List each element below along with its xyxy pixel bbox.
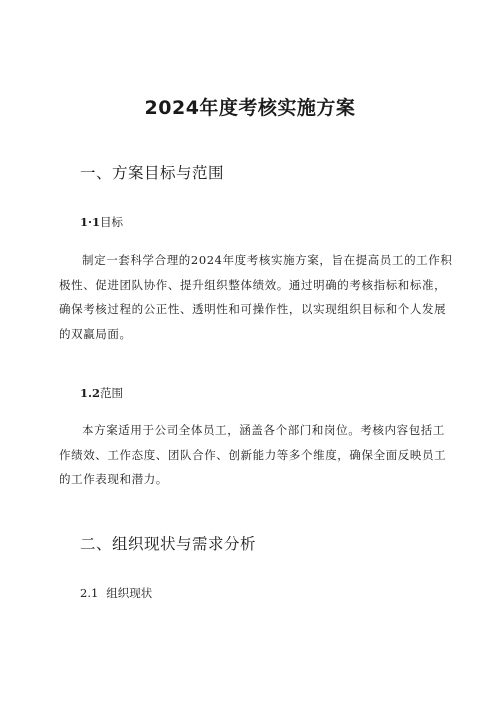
subsection-title: 目标 — [100, 215, 124, 229]
subsection-title: 组织现状 — [106, 586, 153, 600]
subsection-number: 1.2 — [80, 386, 101, 400]
document-title: 2024年度考核实施方案 — [144, 97, 356, 119]
subsection-title: 范围 — [100, 386, 124, 400]
section-heading-1: 一、方案目标与范围 — [80, 164, 225, 182]
paragraph-goal: 制定一套科学合理的2024年度考核实施方案，旨在提高员工的工作积极性、促进团队协作、提升组织整体绩效。通过明确的考核指标和标准，确保考核过程的公正性、透明性和可操作性，以实现组织目标和个人发展的双赢局面。 — [59, 253, 453, 341]
subsection-heading-2-1 — [80, 585, 152, 601]
subsection-number: 1·1 — [80, 215, 101, 229]
subsection-heading-1-2 — [80, 385, 123, 401]
subsection-number: 2.1 — [80, 586, 99, 600]
subsection-heading-1-1 — [80, 214, 123, 230]
paragraph-scope: 本方案适用于公司全体员工，涵盖各个部门和岗位。考核内容包括工作绩效、工作态度、团队合作、创新能力等多个维度，确保全面反映员工的工作表现和潜力。 — [59, 423, 447, 486]
section-heading-2: 二、组织现状与需求分析 — [80, 535, 257, 553]
